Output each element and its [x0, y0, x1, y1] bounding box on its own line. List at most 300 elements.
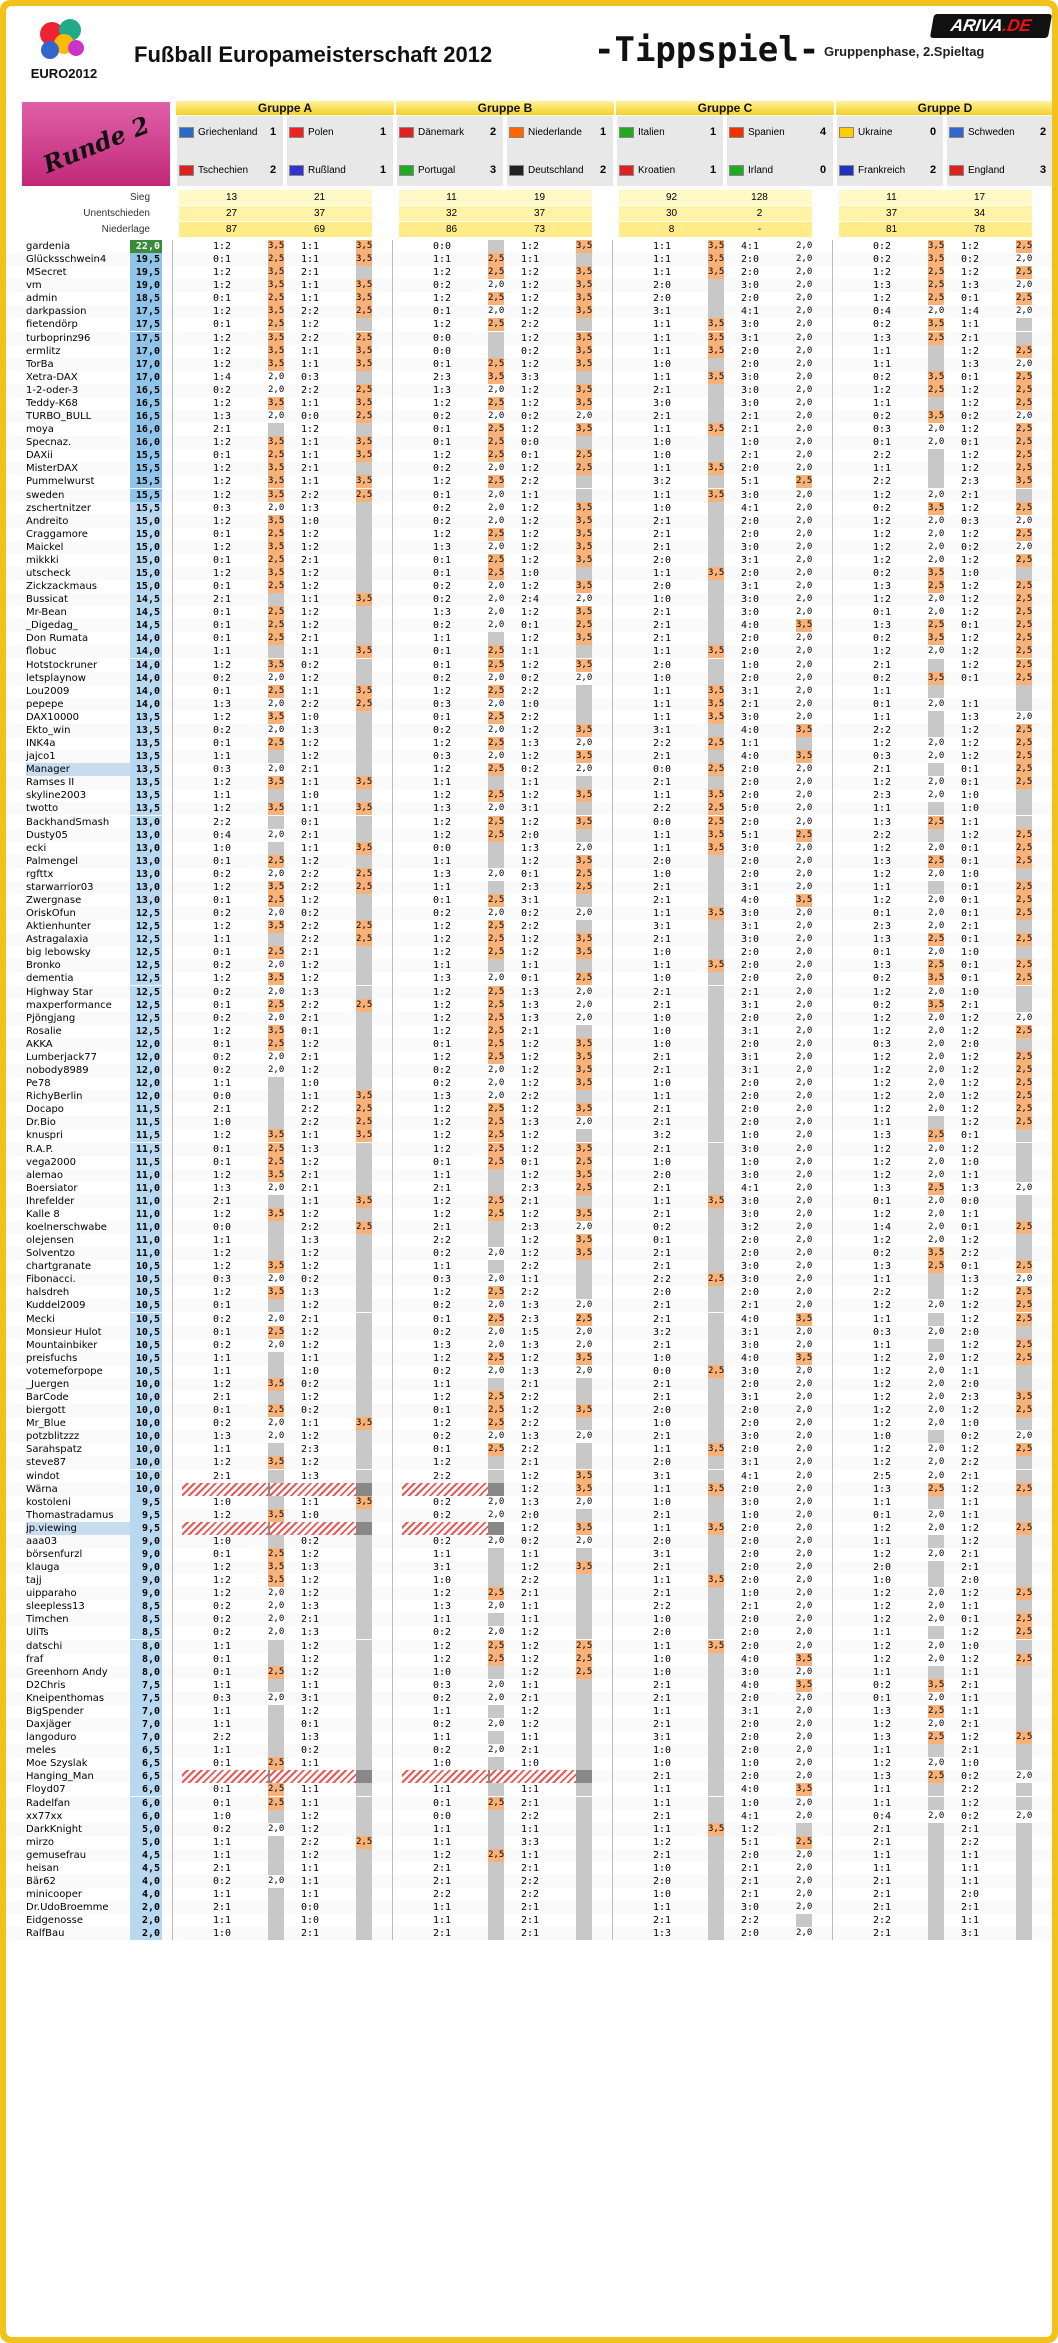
tip-cell: 5:1 — [740, 476, 760, 488]
participant-name[interactable]: heisan — [26, 1862, 59, 1874]
participant-name[interactable]: Monsieur Hulot — [26, 1326, 102, 1338]
participant-name[interactable]: Teddy-K68 — [26, 397, 78, 409]
participant-name[interactable]: OriskOfun — [26, 908, 76, 920]
participant-name[interactable]: pepepe — [26, 698, 64, 710]
bonus-cell: 2,5 — [928, 620, 945, 631]
bonus-cell: 3,5 — [576, 332, 593, 343]
bonus-cell: 2,0 — [488, 1065, 505, 1076]
participant-name[interactable]: Pjöngjang — [26, 1012, 76, 1024]
participant-name[interactable]: Kalle 8 — [26, 1208, 60, 1220]
table-row — [6, 959, 1052, 972]
participant-name[interactable]: RalfBau — [26, 1928, 65, 1940]
tip-cell: 0:2 — [300, 659, 320, 671]
bonus-cell: 2,0 — [796, 1208, 813, 1219]
table-row — [6, 1404, 1052, 1417]
participant-name[interactable]: DarkKnight — [26, 1823, 83, 1835]
participant-name[interactable]: Craggamore — [26, 528, 88, 540]
participant-name[interactable]: twotto — [26, 803, 59, 815]
participant-name[interactable]: starwarrior03 — [26, 881, 94, 893]
bonus-cell: 2,0 — [796, 1902, 813, 1913]
tip-cell: 2:1 — [212, 1195, 232, 1207]
participant-name[interactable]: Boersiator — [26, 1182, 78, 1194]
bonus-cell — [576, 1875, 592, 1888]
participant-name[interactable]: MSecret — [26, 267, 67, 279]
team-name — [179, 124, 257, 142]
tip-cell: 1:1 — [212, 1640, 232, 1652]
bonus-cell — [356, 502, 372, 515]
tip-cell: 3:0 — [740, 1261, 760, 1273]
bonus-cell: 3,5 — [356, 450, 373, 461]
tip-cell: 2:0 — [740, 1378, 760, 1390]
participant-name[interactable]: steve87 — [26, 1457, 67, 1469]
missing-bonus — [576, 1770, 592, 1783]
participant-name[interactable]: Glücksschwein4 — [26, 254, 107, 266]
participant-name[interactable]: Kuddel2009 — [26, 1300, 86, 1312]
participant-name[interactable]: TURBO_BULL — [26, 411, 92, 423]
bonus-cell — [356, 606, 372, 619]
participant-name[interactable]: Specnaz. — [26, 437, 72, 449]
bonus-cell: 2,0 — [796, 842, 813, 853]
participant-name[interactable]: Floyd07 — [26, 1784, 66, 1796]
participant-name[interactable]: Manager — [26, 763, 144, 776]
tip-cell: 1:2 — [960, 1535, 980, 1547]
participant-name[interactable]: Mr_Blue — [26, 1418, 66, 1430]
participant-name[interactable]: biergott — [26, 1405, 66, 1417]
bonus-cell — [356, 1391, 372, 1404]
tip-cell: 0:2 — [432, 1719, 452, 1731]
bonus-cell — [356, 750, 372, 763]
participant-name[interactable]: RichyBerlin — [26, 1091, 83, 1103]
bonus-cell: 2,5 — [488, 711, 505, 722]
tip-cell: 1:3 — [520, 986, 540, 998]
participant-name[interactable]: Sarahspatz — [26, 1444, 82, 1456]
participant-name[interactable]: Don Rumata — [26, 633, 89, 645]
participant-name[interactable]: vm — [26, 280, 42, 292]
points-cell: 15,0 — [130, 528, 162, 541]
participant-name[interactable]: langoduro — [26, 1732, 77, 1744]
tip-cell: 2:1 — [520, 1457, 540, 1469]
participant-name[interactable]: sweden — [26, 489, 65, 501]
tip-cell: 1:1 — [872, 1666, 892, 1678]
bonus-cell: 2,5 — [1016, 973, 1033, 984]
participant-name[interactable]: D2Chris — [26, 1679, 66, 1691]
tip-cell: 0:1 — [212, 1758, 232, 1770]
tip-cell: 4:0 — [740, 620, 760, 632]
participant-name[interactable]: Dr.Bio — [26, 1117, 56, 1129]
participant-name[interactable]: Moe Szyslak — [26, 1758, 88, 1770]
participant-name[interactable]: MisterDAX — [26, 463, 79, 475]
tip-cell: 1:0 — [212, 842, 232, 854]
participant-name[interactable]: TorBa — [26, 358, 54, 370]
bonus-cell: 2,5 — [1016, 659, 1033, 670]
tip-cell: 2:3 — [300, 1444, 320, 1456]
tip-cell: 3:0 — [740, 607, 760, 619]
bonus-cell: 2,5 — [928, 293, 945, 304]
bonus-cell: 2,0 — [796, 332, 813, 343]
participant-name[interactable]: sleepless13 — [26, 1601, 85, 1613]
participant-name[interactable]: letsplaynow — [26, 672, 86, 684]
tip-cell: 2:1 — [520, 1862, 540, 1874]
participant-name[interactable]: gardenia — [26, 241, 71, 252]
participant-name[interactable]: halsdreh — [26, 1287, 70, 1299]
points-cell: 13,0 — [130, 829, 162, 842]
participant-name[interactable]: Andreito — [26, 515, 69, 527]
tip-cell: 1:1 — [872, 1274, 892, 1286]
participant-name[interactable]: meles — [26, 1745, 57, 1757]
tip-cell: 1:1 — [520, 1549, 540, 1560]
participant-name[interactable]: koelnerschwabe — [26, 1222, 107, 1233]
participant-name[interactable]: DAXii — [26, 450, 53, 462]
tip-cell: 4:1 — [740, 1182, 760, 1194]
tip-cell: 0:4 — [212, 829, 232, 841]
participant-name[interactable]: turboprinz96 — [26, 332, 91, 344]
table-row — [6, 292, 1052, 305]
participant-name[interactable]: Kneipenthomas — [26, 1692, 105, 1704]
bonus-cell: 3,5 — [576, 1248, 593, 1259]
participant-name[interactable]: flobuc — [26, 646, 57, 658]
participant-name[interactable]: kostoleni — [26, 1496, 71, 1508]
tip-cell: 0:1 — [960, 672, 980, 684]
participant-name[interactable]: Radelfan — [26, 1797, 71, 1809]
participant-name[interactable]: DAX10000 — [26, 711, 80, 723]
bonus-cell: 2,5 — [488, 1392, 505, 1403]
stats-label: Niederlage — [101, 224, 150, 235]
bonus-cell — [356, 1574, 372, 1587]
participant-name[interactable]: _Digedag_ — [26, 620, 78, 632]
participant-name[interactable]: BackhandSmash — [26, 816, 110, 828]
stats-cell: 81 — [839, 222, 944, 237]
participant-name[interactable]: klauga — [26, 1562, 60, 1574]
tip-cell: 1:0 — [740, 1797, 760, 1809]
participant-name[interactable]: chartgranate — [26, 1261, 92, 1273]
tip-cell: 0:2 — [432, 1509, 452, 1521]
participant-name[interactable]: BarCode — [26, 1392, 69, 1404]
participant-name[interactable]: nobody8989 — [26, 1065, 89, 1077]
ariva-logo[interactable] — [930, 14, 1052, 38]
tip-cell: 1:1 — [300, 842, 320, 854]
bonus-cell: 2,0 — [268, 1274, 285, 1285]
tip-cell: 3:1 — [652, 724, 672, 736]
tip-cell: 2:0 — [740, 1483, 760, 1495]
participant-name[interactable]: Wärna — [26, 1483, 58, 1495]
points-cell: 13,5 — [130, 763, 162, 776]
participant-name[interactable]: Palmengel — [26, 855, 78, 867]
participant-name[interactable]: mirzo — [26, 1836, 54, 1848]
tip-cell: 3:0 — [740, 842, 760, 854]
tip-cell: 2:0 — [740, 868, 760, 880]
bonus-cell: 2,5 — [576, 1666, 593, 1677]
tip-cell: 1:0 — [652, 973, 672, 985]
participant-name[interactable]: Bronko — [26, 960, 61, 972]
flag-icon — [619, 127, 634, 138]
tip-cell: 1:1 — [652, 1823, 672, 1835]
participant-name[interactable]: darkpassion — [26, 306, 87, 318]
table-row — [6, 829, 1052, 842]
bonus-cell: 2,0 — [796, 1771, 813, 1782]
participant-name[interactable]: datschi — [26, 1640, 63, 1652]
tip-cell: 1:0 — [652, 1025, 672, 1037]
participant-name[interactable]: Highway Star — [26, 986, 93, 998]
stats-cell: 78 — [927, 222, 1032, 237]
tip-cell: 1:2 — [960, 1300, 980, 1312]
participant-name[interactable]: mikkki — [26, 554, 59, 566]
participant-name[interactable]: vega2000 — [26, 1156, 76, 1168]
bonus-cell: 2,5 — [488, 528, 505, 539]
bonus-cell: 3,5 — [268, 541, 285, 552]
tip-cell: 1:0 — [960, 803, 980, 815]
tip-cell: 3:0 — [740, 1195, 760, 1207]
match-card — [726, 115, 834, 187]
bonus-cell — [576, 1927, 592, 1940]
bonus-cell: 2,5 — [928, 267, 945, 278]
participant-name[interactable]: börsenfurzl — [26, 1549, 83, 1560]
tip-cell: 1:2 — [872, 528, 892, 540]
participant-name[interactable]: olejensen — [26, 1235, 75, 1247]
tip-cell: 1:3 — [872, 934, 892, 946]
tip-cell: 1:2 — [520, 1522, 540, 1534]
bonus-cell: 2,0 — [268, 829, 285, 840]
tip-cell: 1:0 — [300, 1078, 320, 1090]
participant-name[interactable]: Docapo — [26, 1104, 64, 1116]
participant-name[interactable]: big lebowsky — [26, 947, 91, 959]
bonus-cell: 2,0 — [268, 1012, 285, 1023]
tip-cell: 1:3 — [520, 1365, 540, 1377]
tip-cell: 1:2 — [212, 463, 232, 475]
tip-cell: 0:2 — [960, 411, 980, 423]
participant-name[interactable]: gemusefrau — [26, 1849, 87, 1861]
bonus-cell: 2,0 — [796, 1496, 813, 1507]
participant-name[interactable]: Greenhorn Andy — [26, 1666, 108, 1678]
tip-cell: 1:2 — [300, 1261, 320, 1273]
participant-name[interactable]: Dr.UdoBroemme — [26, 1902, 109, 1914]
participant-name[interactable]: Pummelwurst — [26, 476, 95, 488]
participant-name[interactable]: Dusty05 — [26, 829, 68, 841]
participant-name[interactable]: alemao — [26, 1169, 64, 1181]
participant-name[interactable]: Maickel — [26, 541, 64, 553]
bonus-cell — [356, 1561, 372, 1574]
bonus-cell — [1016, 318, 1032, 331]
tip-cell: 0:2 — [212, 1065, 232, 1077]
tip-cell: 1:2 — [212, 1261, 232, 1273]
bonus-cell: 2,0 — [488, 1248, 505, 1259]
bonus-cell: 2,0 — [928, 1169, 945, 1180]
participant-name[interactable]: Ihrefelder — [26, 1195, 75, 1207]
participant-name[interactable]: _Juergen — [26, 1378, 70, 1390]
bonus-cell — [1016, 1679, 1032, 1692]
tip-cell: 2:0 — [960, 1038, 980, 1050]
tip-cell: 0:1 — [212, 633, 232, 645]
participant-name[interactable]: Mecki — [26, 1313, 55, 1325]
bonus-cell: 2,0 — [268, 1431, 285, 1442]
participant-name[interactable]: Mr-Bean — [26, 607, 67, 619]
bonus-cell: 2,5 — [1016, 1104, 1033, 1115]
participant-name[interactable]: rgfttx — [26, 868, 54, 880]
participant-name[interactable]: knuspri — [26, 1130, 63, 1142]
tip-cell: 2:1 — [652, 515, 672, 527]
tip-cell: 1:3 — [300, 1627, 320, 1639]
tip-cell: 0:1 — [960, 855, 980, 867]
tip-cell: 1:2 — [960, 1078, 980, 1090]
tip-cell: 1:1 — [432, 1378, 452, 1390]
tip-cell: 0:1 — [960, 293, 980, 305]
points-cell: 13,5 — [130, 724, 162, 737]
table-row — [6, 1143, 1052, 1156]
bonus-cell: 2,5 — [356, 881, 373, 892]
bonus-cell: 2,0 — [928, 790, 945, 801]
tip-cell: 2:2 — [432, 1235, 452, 1247]
participant-name[interactable]: Hanging_Man — [26, 1771, 94, 1783]
tip-cell: 2:0 — [872, 1562, 892, 1574]
bonus-cell: 2,0 — [796, 1928, 813, 1939]
participant-name[interactable]: skyline2003 — [26, 790, 87, 802]
participant-name[interactable]: ecki — [26, 842, 47, 854]
bonus-cell — [356, 1208, 372, 1221]
participant-name[interactable]: Lou2009 — [26, 685, 70, 697]
bonus-cell — [356, 1535, 372, 1548]
tip-cell: 3:1 — [740, 881, 760, 893]
participant-name[interactable]: minicooper — [26, 1889, 82, 1901]
bonus-cell: 2,5 — [576, 463, 593, 474]
participant-name[interactable]: Timchen — [26, 1614, 69, 1626]
participant-name[interactable]: AKKA — [26, 1038, 53, 1050]
points-cell: 10,0 — [130, 1456, 162, 1469]
participant-name[interactable]: jajco1 — [26, 751, 56, 763]
tip-cell: 1:2 — [432, 450, 452, 462]
bonus-cell: 2,0 — [796, 1732, 813, 1743]
tip-cell: 0:2 — [432, 280, 452, 292]
participant-name[interactable]: Zickzackmaus — [26, 581, 98, 593]
participant-name[interactable]: 1-2-oder-3 — [26, 384, 79, 396]
participant-name[interactable]: uipparaho — [26, 1588, 77, 1600]
participant-name[interactable]: Thomastradamus — [26, 1509, 114, 1521]
bonus-cell — [356, 1914, 372, 1927]
participant-name[interactable]: Ramses II — [26, 777, 75, 789]
participant-name[interactable]: utscheck — [26, 568, 71, 579]
tip-cell: 2:1 — [960, 1745, 980, 1757]
tip-cell: 1:1 — [652, 790, 672, 802]
participant-name[interactable]: Zwergnase — [26, 895, 82, 906]
tip-cell: 1:3 — [872, 855, 892, 867]
phase-label: Gruppenphase, 2.Spieltag — [824, 44, 985, 59]
participant-name[interactable]: Pe78 — [26, 1078, 51, 1090]
tip-cell: 2:2 — [652, 803, 672, 815]
runde-label: Runde 2 — [38, 109, 154, 179]
tip-cell: 1:2 — [872, 738, 892, 750]
participant-name[interactable]: admin — [26, 293, 58, 305]
table-row — [6, 1901, 1052, 1914]
participant-name[interactable]: Rosalie — [26, 1025, 62, 1037]
bonus-cell: 2,5 — [1016, 1300, 1033, 1311]
bonus-cell — [576, 1901, 592, 1914]
participant-name[interactable]: Xetra-DAX — [26, 371, 78, 383]
bonus-cell: 2,0 — [796, 515, 813, 526]
participant-name[interactable]: jp.viewing — [26, 1522, 144, 1535]
participant-name[interactable]: Mountainbiker — [26, 1339, 98, 1351]
tip-cell: 2:1 — [872, 1928, 892, 1940]
participant-name[interactable]: Bär62 — [26, 1876, 56, 1887]
points-cell: 11,0 — [130, 1195, 162, 1208]
participant-name[interactable]: INK4a — [26, 738, 56, 750]
participant-name[interactable]: Eidgenosse — [26, 1915, 83, 1927]
participant-name[interactable]: maxperformance — [26, 999, 112, 1011]
bonus-cell: 2,5 — [356, 306, 373, 317]
tip-cell: 1:1 — [960, 816, 980, 828]
bonus-cell — [576, 436, 592, 449]
participant-name[interactable]: ermlitz — [26, 345, 61, 357]
bonus-cell: 2,5 — [1016, 1065, 1033, 1076]
tip-cell: 2:1 — [960, 921, 980, 933]
participant-name[interactable]: Daxjäger — [26, 1719, 72, 1731]
participant-name[interactable]: windot — [26, 1470, 60, 1482]
tip-cell: 2:1 — [300, 764, 320, 776]
participant-name[interactable]: xx77xx — [26, 1810, 63, 1822]
tip-cell: 1:3 — [300, 502, 320, 514]
participant-name[interactable]: fietendörp — [26, 319, 78, 331]
participant-name[interactable]: tajj — [26, 1575, 42, 1587]
participant-name[interactable]: Aktienhunter — [26, 921, 92, 933]
tip-cell: 1:3 — [520, 1117, 540, 1129]
participant-name[interactable]: Astragalaxia — [26, 934, 89, 946]
participant-name[interactable]: preisfuchs — [26, 1352, 78, 1364]
participant-name[interactable]: votemeforpope — [26, 1365, 103, 1377]
bonus-cell: 2,0 — [576, 411, 593, 422]
tip-cell: 0:1 — [872, 908, 892, 920]
bonus-cell: 2,0 — [796, 541, 813, 552]
table-row — [6, 1522, 1052, 1535]
bonus-cell: 2,0 — [796, 1339, 813, 1350]
participant-name[interactable]: Lumberjack77 — [26, 1051, 98, 1063]
tip-cell: 3:1 — [740, 1392, 760, 1404]
bonus-cell: 3,5 — [928, 568, 945, 578]
bonus-cell — [1016, 999, 1032, 1012]
tip-cell: 1:0 — [652, 672, 672, 684]
table-row — [6, 253, 1052, 266]
team-label: Polen — [308, 127, 334, 138]
bonus-cell: 2,0 — [268, 1823, 285, 1834]
bonus-cell — [356, 1299, 372, 1312]
participant-name[interactable]: fraf — [26, 1653, 44, 1665]
tip-cell: 2:0 — [740, 960, 760, 972]
participant-name[interactable]: Ekto_win — [26, 724, 71, 736]
participant-name[interactable]: UliTs — [26, 1627, 49, 1639]
tip-cell: 0:1 — [212, 607, 232, 619]
tip-cell: 1:1 — [300, 1758, 320, 1770]
participant-name[interactable]: Solventzo — [26, 1248, 75, 1260]
bonus-cell: 2,0 — [576, 1117, 593, 1128]
participant-name[interactable]: Bussicat — [26, 594, 68, 606]
tip-cell: 1:2 — [300, 319, 320, 331]
points-cell: 6,0 — [130, 1783, 162, 1796]
tip-cell: 2:0 — [740, 973, 760, 985]
bonus-cell: 2,0 — [796, 371, 813, 382]
participant-name[interactable]: dementia — [26, 973, 74, 985]
tip-cell: 1:2 — [300, 1588, 320, 1600]
participant-name[interactable]: Hotstockruner — [26, 659, 98, 671]
participant-name[interactable]: BigSpender — [26, 1705, 84, 1717]
bonus-cell: 2,5 — [708, 1274, 725, 1285]
participant-name[interactable]: Fibonacci. — [26, 1274, 76, 1286]
participant-name[interactable]: aaa03 — [26, 1535, 58, 1547]
participant-name[interactable]: zschertnitzer — [26, 502, 92, 514]
participant-name[interactable]: potzblitzzz — [26, 1431, 80, 1443]
bonus-cell — [356, 855, 372, 868]
participant-name[interactable]: R.A.P. — [26, 1143, 54, 1155]
tip-cell: 2:0 — [740, 1732, 760, 1744]
bonus-cell: 3,5 — [268, 306, 285, 317]
participant-name[interactable]: moya — [26, 424, 54, 436]
bonus-cell — [356, 1823, 372, 1836]
bonus-cell: 3,5 — [796, 1313, 813, 1324]
